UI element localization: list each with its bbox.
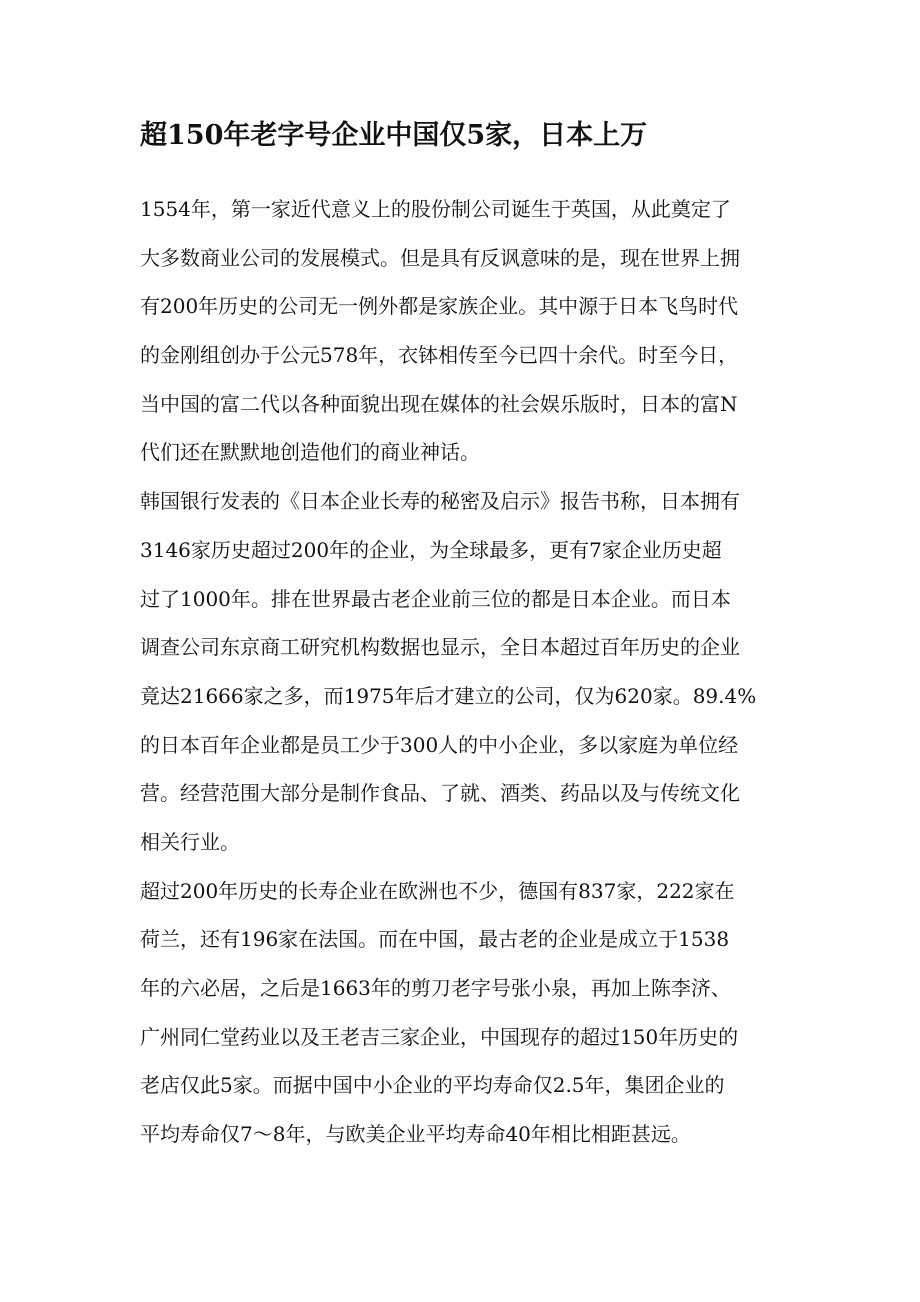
text-line: 代们还在默默地创造他们的商业神话。 xyxy=(140,440,480,465)
text-line: 老店仅此5家。而据中国中小企业的平均寿命仅2.5年，集团企业的 xyxy=(140,1073,725,1098)
paragraph-1 xyxy=(140,185,790,477)
text-line: 年的六必居，之后是1663年的剪刀老字号张小泉，再加上陈李济、 xyxy=(140,976,731,1000)
text-line: 平均寿命仅7～8年，与欧美企业平均寿命40年相比相距甚远。 xyxy=(140,1122,691,1147)
paragraph-2 xyxy=(140,477,790,867)
text-line: 大多数商业公司的发展模式。但是具有反讽意味的是，现在世界上拥 xyxy=(140,245,740,270)
document-title: 超150年老字号企业中国仅5家，日本上万 xyxy=(140,120,648,151)
text-line: 调查公司东京商工研究机构数据也显示，全日本超过百年历史的企业 xyxy=(140,635,740,660)
text-line: 超过200年历史的长寿企业在欧洲也不少，德国有837家，222家在 xyxy=(140,878,735,903)
text-line: 3146家历史超过200年的企业，为全球最多，更有7家企业历史超 xyxy=(140,537,722,562)
text-line: 竟达21666家之多，而1975年后才建立的公司，仅为620家。89.4% xyxy=(140,683,757,708)
text-line: 韩国银行发表的《日本企业长寿的秘密及启示》报告书称，日本拥有 xyxy=(140,489,740,514)
text-line: 广州同仁堂药业以及王老吉三家企业，中国现存的超过150年历史的 xyxy=(140,1024,739,1049)
document-body xyxy=(140,185,790,1159)
text-line: 的日本百年企业都是员工少于300人的中小企业，多以家庭为单位经 xyxy=(140,732,739,757)
text-line: 营。经营范围大部分是制作食品、了就、酒类、药品以及与传统文化 xyxy=(140,781,740,806)
text-line: 荷兰，还有196家在法国。而在中国，最古老的企业是成立于1538 xyxy=(140,927,730,952)
text-line: 相关行业。 xyxy=(140,829,240,854)
paragraph-3 xyxy=(140,867,790,1159)
text-line: 1554年，第一家近代意义上的股份制公司诞生于英国，从此奠定了 xyxy=(140,197,731,221)
text-line: 有200年历史的公司无一例外都是家族企业。其中源于日本飞鸟时代 xyxy=(140,294,739,319)
text-line: 当中国的富二代以各种面貌出现在媒体的社会娱乐版时，日本的富N xyxy=(140,391,738,416)
text-line: 过了1000年。排在世界最古老企业前三位的都是日本企业。而日本 xyxy=(140,586,731,611)
text-line: 的金刚组创办于公元578年，衣钵相传至今已四十余代。时至今日， xyxy=(140,343,739,368)
